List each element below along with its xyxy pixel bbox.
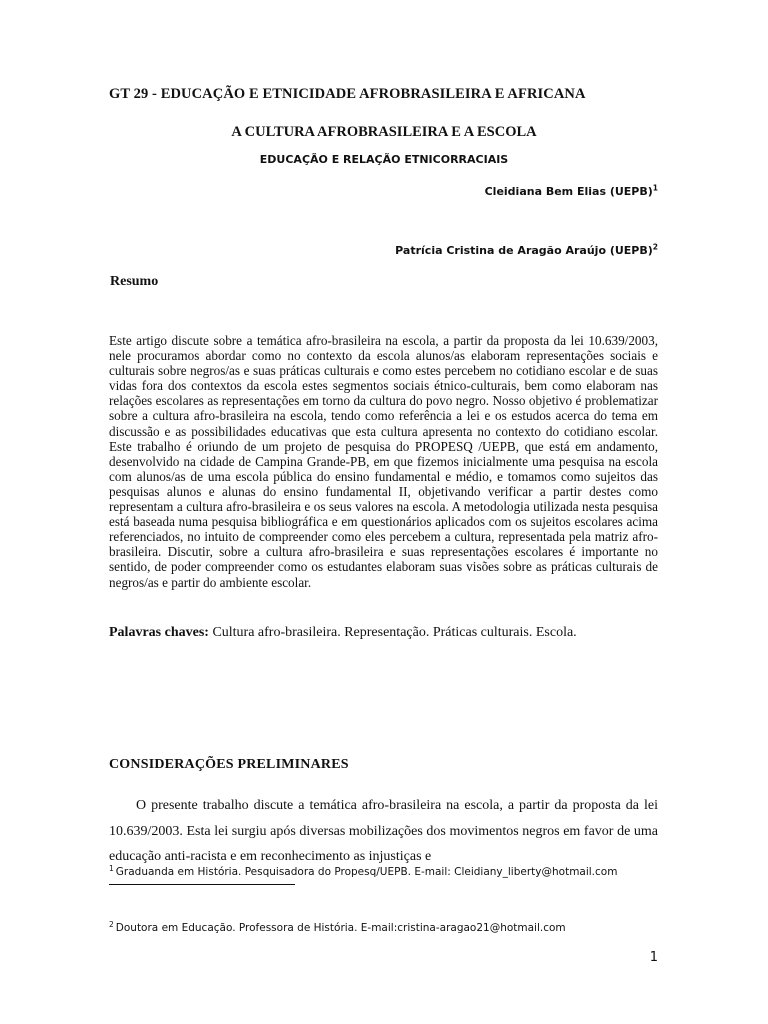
author-1-footnote-mark: 1 bbox=[652, 183, 658, 193]
working-group-heading: GT 29 - EDUCAÇÃO E ETNICIDADE AFROBRASILEIRA E AFRICANA bbox=[109, 86, 586, 102]
footnote-separator bbox=[109, 884, 295, 885]
footnote-2-mark: 2 bbox=[109, 919, 114, 929]
footnote-1 bbox=[109, 863, 618, 878]
author-1-name: Cleidiana Bem Elias (UEPB) bbox=[484, 185, 653, 198]
section-paragraph: O presente trabalho discute a temática afro-brasileira na escola, a partir da proposta da lei 10.639/2003. Esta lei surgiu após diversas mobilizações dos movimentos negros em favor de uma educação anti-racista e em reconhecimento as injustiças e bbox=[109, 798, 658, 864]
section-heading: CONSIDERAÇÕES PRELIMINARES bbox=[109, 757, 349, 772]
footnote-1-text: Graduanda em História. Pesquisadora do Propesq/UEPB. E-mail: Cleidiany_liberty@hotmail.com bbox=[115, 866, 618, 878]
page-number: 1 bbox=[649, 950, 658, 965]
author-2-name: Patrícia Cristina de Aragão Araújo (UEPB) bbox=[395, 244, 653, 257]
keywords-text: Cultura afro-brasileira. Representação. Práticas culturais. Escola. bbox=[208, 625, 577, 640]
keywords-line bbox=[109, 624, 669, 641]
paper-title: A CULTURA AFROBRASILEIRA E A ESCOLA bbox=[231, 124, 537, 140]
abstract-heading: Resumo bbox=[110, 274, 159, 289]
footnote-2 bbox=[109, 919, 566, 934]
author-1 bbox=[485, 185, 658, 198]
paper-subtitle: EDUCAÇÃO E RELAÇÃO ETNICORRACIAIS bbox=[259, 153, 509, 166]
abstract-text: Este artigo discute sobre a temática afro-brasileira na escola, a partir da proposta da lei 10.639/2003, nele procuramos abordar como no contexto da escola alunos/as elaboram representações sociais e culturais sobre negros/as e suas práticas culturais e como estes percebem no cotidiano escolar e de suas vidas fora dos contextos da escola estes segmentos sociais étnico-culturais, bem como elaboram nas relações escolares as representações em torno da cultura do povo negro. Nosso objetivo é problematizar sobre a cultura afro-brasileira na escola, tendo como referência a lei e os estudos acerca do tema em discussão e as possibilidades educativas que esta cultura apresenta no contexto do cotidiano escolar. Este trabalho é oriundo de um projeto de pesquisa do PROPESQ /UEPB, que está em andamento, desenvolvido na cidade de Campina Grande-PB, em que fizemos inicialmente uma pesquisa na escola com alunos/as de uma escola pública do ensino fundamental e médio, e tomamos como sujeitos das pesquisas alunos e alunas do ensino fundamental II, objetivando verificar a partir destes como representam a cultura afro-brasileira e os seus valores na escola. A metodologia utilizada nesta pesquisa está baseada numa pesquisa bibliográfica e em questionários aplicados com os sujeitos escolares acima referenciados, no intuito de compreender como eles percebem a cultura, representada pela matriz afro-brasileira. Discutir, sobre a cultura afro-brasileira e suas representações escolares é importante no sentido, de poder compreender como os estudantes elaboram suas visões sobre as práticas culturais de negros/as e partir do ambiente escolar. bbox=[109, 333, 658, 590]
author-2 bbox=[395, 244, 658, 257]
keywords-label: Palavras chaves: bbox=[109, 625, 209, 640]
footnote-2-text: Doutora em Educação. Professora de História. E-mail:cristina-aragao21@hotmail.com bbox=[115, 922, 566, 934]
author-2-footnote-mark: 2 bbox=[652, 242, 658, 252]
footnote-1-mark: 1 bbox=[109, 863, 114, 873]
